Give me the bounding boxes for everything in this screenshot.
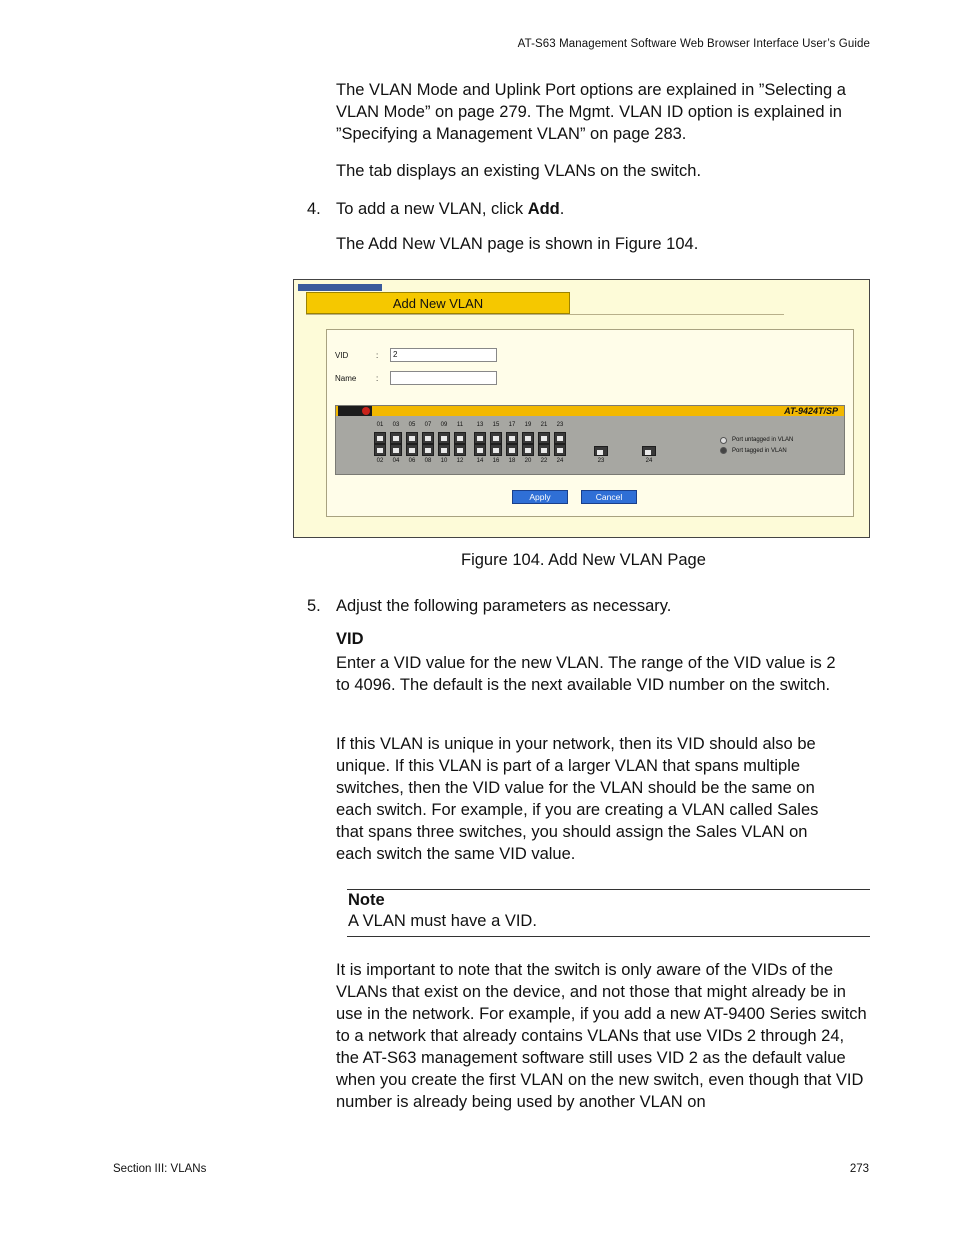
intro-paragraph: The VLAN Mode and Uplink Port options are explained in ”Selecting a VLAN Mode” on page 279. The Mgmt. VLAN ID option is explained in ”Specifying a Management VLAN” on page 283.: [336, 81, 846, 143]
note-title: Note: [348, 891, 385, 909]
step-number: 4.: [307, 200, 321, 218]
note-text: A VLAN must have a VID.: [348, 912, 537, 930]
switch-model: AT-9424T/SP: [784, 406, 838, 416]
port-12[interactable]: [454, 444, 466, 456]
port-label: 22: [540, 458, 548, 464]
step-text: Adjust the following parameters as necessary.: [336, 597, 672, 615]
apply-button[interactable]: Apply: [512, 490, 568, 504]
port-label: 08: [424, 458, 432, 464]
page-number: 273: [849, 1163, 869, 1175]
port-15[interactable]: [490, 432, 502, 444]
port-label: 21: [540, 422, 548, 428]
port-11[interactable]: [454, 432, 466, 444]
port-label: 02: [376, 458, 384, 464]
port-label: 12: [456, 458, 464, 464]
port-18[interactable]: [506, 444, 518, 456]
port-21[interactable]: [538, 432, 550, 444]
port-10[interactable]: [438, 444, 450, 456]
footer-section: Section III: VLANs: [113, 1163, 207, 1175]
port-2[interactable]: [374, 444, 386, 456]
port-24[interactable]: [554, 444, 566, 456]
name-label: Name: [335, 374, 357, 383]
add-new-vlan-tab[interactable]: [306, 292, 570, 314]
title-bar: [298, 284, 382, 291]
uplink-port-label: 23: [597, 458, 605, 464]
vid-heading: VID: [336, 630, 364, 648]
port-label: 03: [392, 422, 400, 428]
add-keyword: Add: [527, 200, 560, 218]
switch-faceplate: [335, 405, 845, 475]
name-colon: :: [376, 374, 379, 383]
port-4[interactable]: [390, 444, 402, 456]
untagged-legend-icon: [720, 437, 727, 444]
step-5: [307, 595, 671, 617]
port-5[interactable]: [406, 432, 418, 444]
vid-awareness-paragraph: It is important to note that the switch is only aware of the VIDs of the VLANs that exist on the device, and not those that might already be in use in the network. For example, if you add a new AT-9400 Series switch to a network that already contains VLANs that use VIDs 2 through 24, the AT-S63 management software still uses VID 2 as the default value when you create the first VLAN on the new switch, even though that VID number is already being used by another VLAN on: [336, 961, 867, 1111]
port-7[interactable]: [422, 432, 434, 444]
port-label: 23: [556, 422, 564, 428]
port-label: 10: [440, 458, 448, 464]
port-label: 17: [508, 422, 516, 428]
vid-input[interactable]: 2: [390, 348, 497, 362]
cancel-button[interactable]: Cancel: [581, 490, 637, 504]
add-new-vlan-screenshot: [293, 279, 870, 538]
figure-caption: Figure 104. Add New VLAN Page: [461, 551, 706, 569]
vid-uniqueness-paragraph: If this VLAN is unique in your network, then its VID should also be unique. If this VLAN is part of a larger VLAN that spans multiple switches, then the VID value for the VLAN should be the same on each switch. For example, if you are creating a VLAN called Sales that spans three switches, you should assign the Sales VLAN on each switch the same VID value.: [336, 735, 819, 863]
note-bottom-rule: [347, 936, 870, 937]
port-label: 06: [408, 458, 416, 464]
port-label: 24: [556, 458, 564, 464]
port-label: 16: [492, 458, 500, 464]
tagged-legend: Port tagged in VLAN: [732, 448, 787, 454]
port-label: 11: [456, 422, 464, 428]
untagged-legend: Port untagged in VLAN: [732, 437, 794, 443]
port-13[interactable]: [474, 432, 486, 444]
name-input[interactable]: [390, 371, 497, 385]
port-19[interactable]: [522, 432, 534, 444]
port-label: 04: [392, 458, 400, 464]
vid-colon: :: [376, 351, 379, 360]
port-label: 13: [476, 422, 484, 428]
port-16[interactable]: [490, 444, 502, 456]
port-20[interactable]: [522, 444, 534, 456]
port-1[interactable]: [374, 432, 386, 444]
port-22[interactable]: [538, 444, 550, 456]
vid-description: Enter a VID value for the new VLAN. The range of the VID value is 2 to 4096. The default is the next available VID number on the switch.: [336, 654, 836, 694]
port-label: 19: [524, 422, 532, 428]
port-label: 20: [524, 458, 532, 464]
step-4: [307, 198, 564, 220]
tab-description: The tab displays an existing VLANs on the switch.: [336, 162, 702, 180]
step-number: 5.: [307, 597, 321, 615]
port-label: 15: [492, 422, 500, 428]
uplink-port-label: 24: [645, 458, 653, 464]
port-8[interactable]: [422, 444, 434, 456]
faceplate-strip: [336, 406, 844, 416]
port-label: 18: [508, 458, 516, 464]
port-label: 05: [408, 422, 416, 428]
port-17[interactable]: [506, 432, 518, 444]
step-punct: .: [559, 200, 565, 218]
vid-label: VID: [335, 351, 349, 360]
step-text: To add a new VLAN, click: [336, 200, 528, 218]
running-header: AT-S63 Management Software Web Browser Interface User’s Guide: [517, 38, 870, 50]
allied-telesyn-logo: [338, 406, 372, 416]
port-23[interactable]: [554, 432, 566, 444]
port-3[interactable]: [390, 432, 402, 444]
uplink-port-24[interactable]: [642, 446, 656, 456]
tab-title: Add New VLAN: [392, 296, 484, 311]
port-label: 07: [424, 422, 432, 428]
tagged-legend-icon: [720, 447, 727, 454]
port-14[interactable]: [474, 444, 486, 456]
port-9[interactable]: [438, 432, 450, 444]
figure-reference: The Add New VLAN page is shown in Figure 104.: [336, 235, 699, 253]
port-label: 01: [376, 422, 384, 428]
vlan-form-panel: [326, 329, 854, 517]
uplink-port-23[interactable]: [594, 446, 608, 456]
tab-underline: [306, 314, 784, 315]
port-6[interactable]: [406, 444, 418, 456]
port-label: 09: [440, 422, 448, 428]
port-label: 14: [476, 458, 484, 464]
note-top-rule: [347, 889, 870, 890]
